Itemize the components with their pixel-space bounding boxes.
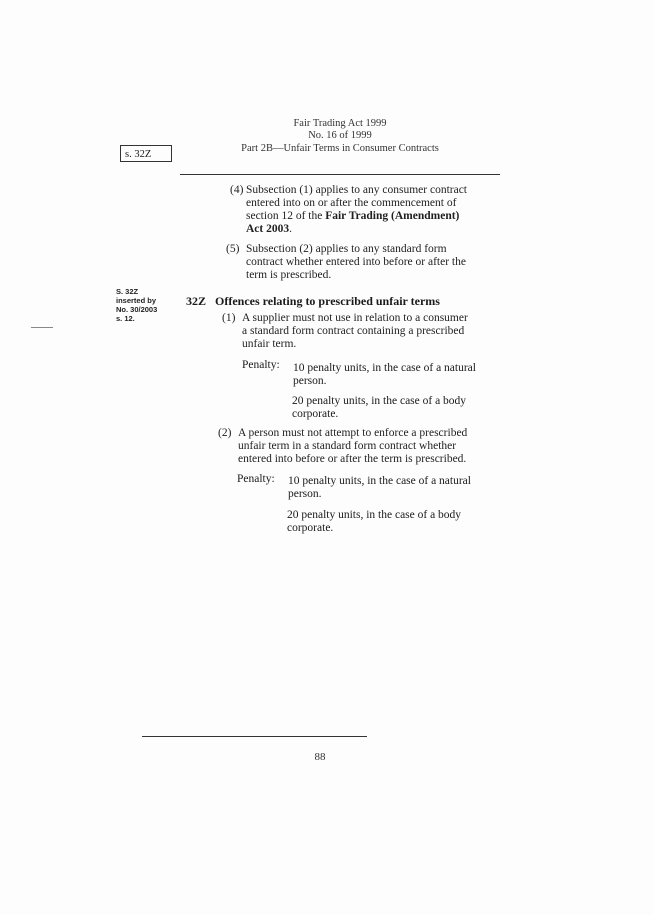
- subsection-2-penalty-natural-line-1: 10 penalty units, in the case of a natural: [288, 475, 471, 487]
- subsection-4-line-2: entered into on or after the commencement of: [246, 197, 457, 209]
- subsection-4-act-name: Fair Trading (Amendment): [325, 210, 460, 222]
- subsection-1-line-1: A supplier must not use in relation to a consumer: [242, 312, 468, 324]
- section-reference-box: s. 32Z: [120, 145, 172, 162]
- subsection-1: [222, 312, 497, 351]
- subsection-2-line-1: A person must not attempt to enforce a prescribed: [238, 427, 468, 439]
- subsection-2-penalty-corporate-line-2: corporate.: [287, 522, 334, 534]
- subsection-1-penalty-natural-line-1: 10 penalty units, in the case of a natural: [293, 362, 476, 374]
- section-title: Offences relating to prescribed unfair terms: [215, 294, 440, 308]
- subsection-2-line-2: unfair term in a standard form contract whether: [238, 440, 457, 452]
- subsection-1-penalty-corporate-line-1: 20 penalty units, in the case of a body: [292, 395, 467, 407]
- subsection-5-line-1: Subsection (2) applies to any standard form: [246, 243, 447, 255]
- subsection-4-act-year: Act 2003: [246, 223, 290, 235]
- subsection-5: [226, 243, 496, 282]
- subsection-2-penalty-natural: [288, 475, 498, 501]
- header-rule: [180, 174, 500, 175]
- act-number: No. 16 of 1999: [308, 130, 372, 141]
- subsection-2: [218, 427, 498, 466]
- subsection-1-penalty-natural: [293, 362, 503, 388]
- part-title: Part 2B—Unfair Terms in Consumer Contracts: [241, 143, 439, 154]
- section-number: 32Z: [186, 294, 207, 308]
- act-title: Fair Trading Act 1999: [293, 118, 387, 129]
- margin-note-line-2: inserted by: [116, 296, 157, 305]
- section-heading: [186, 294, 440, 309]
- subsection-4-line-1: Subsection (1) applies to any consumer contract: [246, 184, 467, 196]
- subsection-2-penalty-label: Penalty:: [237, 473, 275, 485]
- subsection-2-number: (2): [218, 427, 232, 439]
- subsection-1-penalty-corporate: [292, 395, 502, 421]
- margin-note-line-4: s. 12.: [116, 314, 135, 323]
- subsection-1-penalty-label: Penalty:: [242, 359, 280, 371]
- subsection-2-line-3: entered into before or after the term is prescribed.: [238, 453, 467, 465]
- subsection-5-line-2: contract whether entered into before or after the: [246, 256, 466, 268]
- subsection-4: [230, 184, 500, 236]
- subsection-4-period: .: [289, 223, 292, 235]
- subsection-4-line-3: section 12 of the: [246, 210, 323, 222]
- margin-note-line-3: No. 30/2003: [116, 305, 158, 314]
- subsection-1-line-3: unfair term.: [242, 338, 297, 350]
- margin-note: [116, 287, 176, 323]
- subsection-5-number: (5): [226, 243, 240, 255]
- subsection-4-number: (4): [230, 184, 244, 196]
- subsection-2-penalty-corporate-line-1: 20 penalty units, in the case of a body: [287, 509, 462, 521]
- subsection-1-penalty-natural-line-2: person.: [293, 375, 327, 387]
- subsection-1-penalty-corporate-line-2: corporate.: [292, 408, 339, 420]
- subsection-2-penalty-natural-line-2: person.: [288, 488, 322, 500]
- subsection-5-line-3: term is prescribed.: [246, 269, 332, 281]
- subsection-1-line-2: a standard form contract containing a prescribed: [242, 325, 465, 337]
- margin-note-line-1: S. 32Z: [116, 287, 139, 296]
- margin-scribble: [31, 327, 53, 328]
- subsection-1-number: (1): [222, 312, 236, 324]
- footer-rule: [142, 736, 367, 737]
- subsection-2-penalty-corporate: [287, 509, 497, 535]
- page-number: 88: [314, 751, 326, 763]
